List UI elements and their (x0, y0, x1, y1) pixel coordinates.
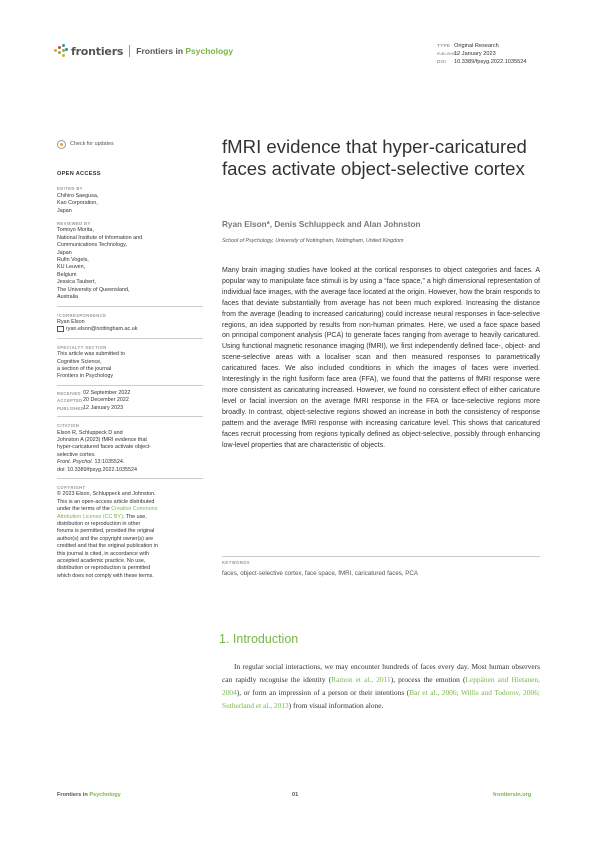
meta-doi-label: DOI (437, 59, 447, 65)
reviewer-line: The University of Queensland, (57, 286, 130, 293)
divider (222, 556, 540, 557)
page-number: 01 (292, 792, 299, 798)
reviewer-line: KU Leuven, (57, 264, 86, 271)
journal-name (136, 46, 233, 56)
section-heading-introduction: 1. Introduction (219, 632, 299, 646)
citation-line: Johnston A (2023) fMRI evidence that (57, 436, 147, 443)
citation-line: hyper-caricatured faces activate object- (57, 444, 152, 451)
check-for-updates-button[interactable] (57, 140, 203, 149)
date-accepted-value: 20 December 2022 (83, 397, 129, 404)
meta-published-label: PUBLISHED (437, 52, 459, 57)
divider (57, 338, 203, 339)
dates (57, 390, 203, 412)
copyright-line: This is an open-access article distributed (57, 498, 155, 505)
intro-text: In regular social interactions, we may encounter hundreds of faces every day. Most human observers can rapidly recognise the identity ( (222, 662, 540, 684)
copyright-label: COPYRIGHT (57, 484, 86, 490)
footer-journal-prefix: Frontiers in (57, 792, 90, 798)
reviewer-line: Belgium (57, 271, 77, 278)
copyright-line: forums is permitted, provided the original (57, 528, 155, 535)
divider (57, 306, 203, 307)
specialty-line: Frontiers in Psychology (57, 373, 114, 380)
citation-volume: 13:1035524. (92, 459, 125, 466)
citation-doi[interactable]: doi: 10.3389/fpsyg.2022.1035524 (57, 466, 138, 473)
date-received-label: RECEIVED (57, 390, 81, 396)
logo-divider (129, 45, 130, 57)
date-published (57, 405, 203, 412)
meta-published (437, 50, 526, 58)
article-title: fMRI evidence that hyper-caricatured faces activate object-selective cortex (222, 136, 527, 179)
editor-line: Japan (57, 207, 72, 214)
reviewer-line: National Institute of Information and (57, 234, 143, 241)
divider (57, 385, 203, 386)
divider (57, 478, 203, 479)
corresponding-email[interactable]: ryan.elson@nottingham.ac.uk (66, 326, 138, 333)
abstract: Many brain imaging studies have looked at the cortical responses to object categories and faces. A popular way to manipulate face stimuli is by using a “face space,” a high dimensional representation of individual face images, with the average face located at the origin. However, how the brain responds to faces that deviate substantially from average has not been much explored. Increasing the distance from the average (leading to increased caricaturing) could increase neural responses in face-selective regions, an idea supported by results from non-human primates. Here, we used a face space based on principal component analysis (PCA) to generate faces ranging from average to heavily caricatured. Using functional magnetic resonance imaging (fMRI), we first independently defined face-, object- and scene-selective areas with a localiser scan and then measured responses to parametrically caricatured faces. We also included conditions in which the images of faces were inverted. Interestingly in the right fusiform face area (FFA), we found that the patterns of fMRI response were more consistent as caricaturing increased. However, we found no consistent effect of either caricature level or facial inversion on the average fMRI response in the FFA or face-selective regions more broadly. In contrast, object-selective regions showed an increase in both the consistency of response pattern and the average fMRI response with increasing caricature level. This shows that caricatured faces recruit processing from regions typically defined as object-selective, possibly through enhancing low-level properties that are characteristic of objects. (222, 267, 540, 449)
meta-type-value: Original Research (454, 43, 499, 49)
logo-wordmark: frontiers (71, 44, 124, 58)
reviewer-line: Communications Technology, (57, 242, 127, 249)
date-published-label: PUBLISHED (57, 405, 84, 411)
corresponding-email-row (57, 326, 203, 334)
citation-link[interactable]: Leppänen and Hietanen, 2004 (222, 675, 540, 697)
copyright-text: under the terms of the (57, 506, 112, 513)
copyright-line: credited and that the original publication in (57, 543, 158, 550)
envelope-icon (57, 326, 64, 331)
license-link[interactable]: Attribution License (CC BY) (57, 513, 123, 520)
date-received (57, 390, 203, 397)
copyright-line (57, 506, 203, 513)
journal-name-prefix: Frontiers in (136, 46, 186, 56)
copyright (57, 491, 203, 580)
meta-doi-value[interactable]: 10.3389/fpsyg.2022.1035524 (454, 59, 527, 66)
article-sidebar (57, 140, 203, 580)
check-updates-label: Check for updates (70, 140, 114, 147)
editor-line: Chihiro Saegusa, (57, 192, 99, 199)
copyright-text: . The use, (122, 513, 147, 520)
citation-link[interactable]: Bar et al., 2006; Willis and Todorov, 2006; Sutherland et al., 2013 (222, 688, 540, 710)
copyright-line: author(s) and the copyright owner(s) are (57, 535, 154, 542)
copyright-line: accepted academic practice. No use, (57, 558, 146, 564)
meta-doi (437, 58, 526, 66)
citation-label: CITATION (57, 423, 80, 429)
meta-published-value: 12 January 2023 (454, 51, 496, 58)
copyright-line: which does not comply with these terms. (57, 572, 154, 579)
reviewer-line: Tomoyo Morita, (57, 227, 94, 234)
keywords-label: KEYWORDS (222, 560, 250, 565)
open-access-label: OPEN ACCESS (57, 171, 101, 177)
intro-text: ) from visual information alone. (288, 701, 384, 710)
copyright-line: distribution or reproduction in other (57, 520, 141, 527)
correspondence-label: *CORRESPONDENCE (57, 312, 107, 318)
footer-journal-accent: Psychology (89, 792, 121, 798)
reviewer-line: Japan (57, 249, 72, 256)
reviewer-line: Rufin Vogels, (57, 257, 89, 264)
meta-type-label: TYPE (437, 43, 451, 48)
keywords: faces, object-selective cortex, face space, fMRI, caricatured faces, PCA (222, 570, 419, 577)
divider (57, 416, 203, 417)
citation-link[interactable]: Ramon et al., 2011 (331, 675, 391, 684)
introduction-paragraph (222, 660, 540, 712)
specialty-section (57, 351, 203, 381)
copyright-line: © 2023 Elson, Schluppeck and Johnston. (57, 491, 156, 498)
reviewer-line: Jessica Taubert, (57, 279, 96, 286)
footer-journal (57, 792, 121, 798)
reviewed-by-label: REVIEWED BY (57, 221, 91, 227)
citation (57, 430, 203, 474)
frontiers-logo[interactable] (54, 44, 233, 58)
citation-journal: Front. Psychol. (57, 459, 93, 466)
copyright-line: distribution or reproduction is permitted (57, 565, 151, 572)
citation-line: Elson R, Schluppeck D and (57, 429, 123, 436)
editor-line: Kao Corporation, (57, 200, 98, 207)
intro-text: ), or form an impression of a person or their intentions ( (236, 688, 410, 697)
date-accepted (57, 397, 203, 404)
edited-by (57, 193, 203, 215)
date-received-value: 02 September 2022 (83, 389, 131, 396)
footer-site-link[interactable]: frontiersin.org (493, 792, 532, 798)
intro-text: ), process the emotion ( (390, 675, 466, 684)
citation-line (57, 459, 203, 466)
frontiers-logo-icon (54, 44, 68, 58)
author-list[interactable]: Ryan Elson*, Denis Schluppeck and Alan Johnston (222, 220, 421, 229)
reviewed-by (57, 227, 203, 301)
date-accepted-label: ACCEPTED (57, 398, 83, 404)
copyright-line (57, 514, 203, 521)
journal-name-accent: Psychology (185, 46, 234, 56)
edited-by-label: EDITED BY (57, 186, 83, 192)
license-link[interactable]: Creative Commons (111, 506, 158, 513)
affiliation: School of Psychology, University of Nottingham, Nottingham, United Kingdom (222, 238, 404, 244)
citation-line: selective cortex. (57, 451, 96, 458)
check-updates-icon (57, 140, 66, 149)
specialty-label: SPECIALTY SECTION (57, 344, 107, 350)
corresponding-author: Ryan Elson (57, 318, 85, 325)
meta-type (437, 42, 526, 50)
correspondence (57, 319, 203, 334)
specialty-line: This article was submitted to (57, 351, 126, 358)
specialty-line: a section of the journal (57, 366, 112, 373)
copyright-line: this journal is cited, in accordance with (57, 550, 149, 557)
specialty-line: Cognitive Science, (57, 358, 102, 365)
article-meta (437, 42, 526, 67)
date-published-value: 12 January 2023 (83, 404, 124, 411)
reviewer-line: Australia (57, 294, 78, 301)
